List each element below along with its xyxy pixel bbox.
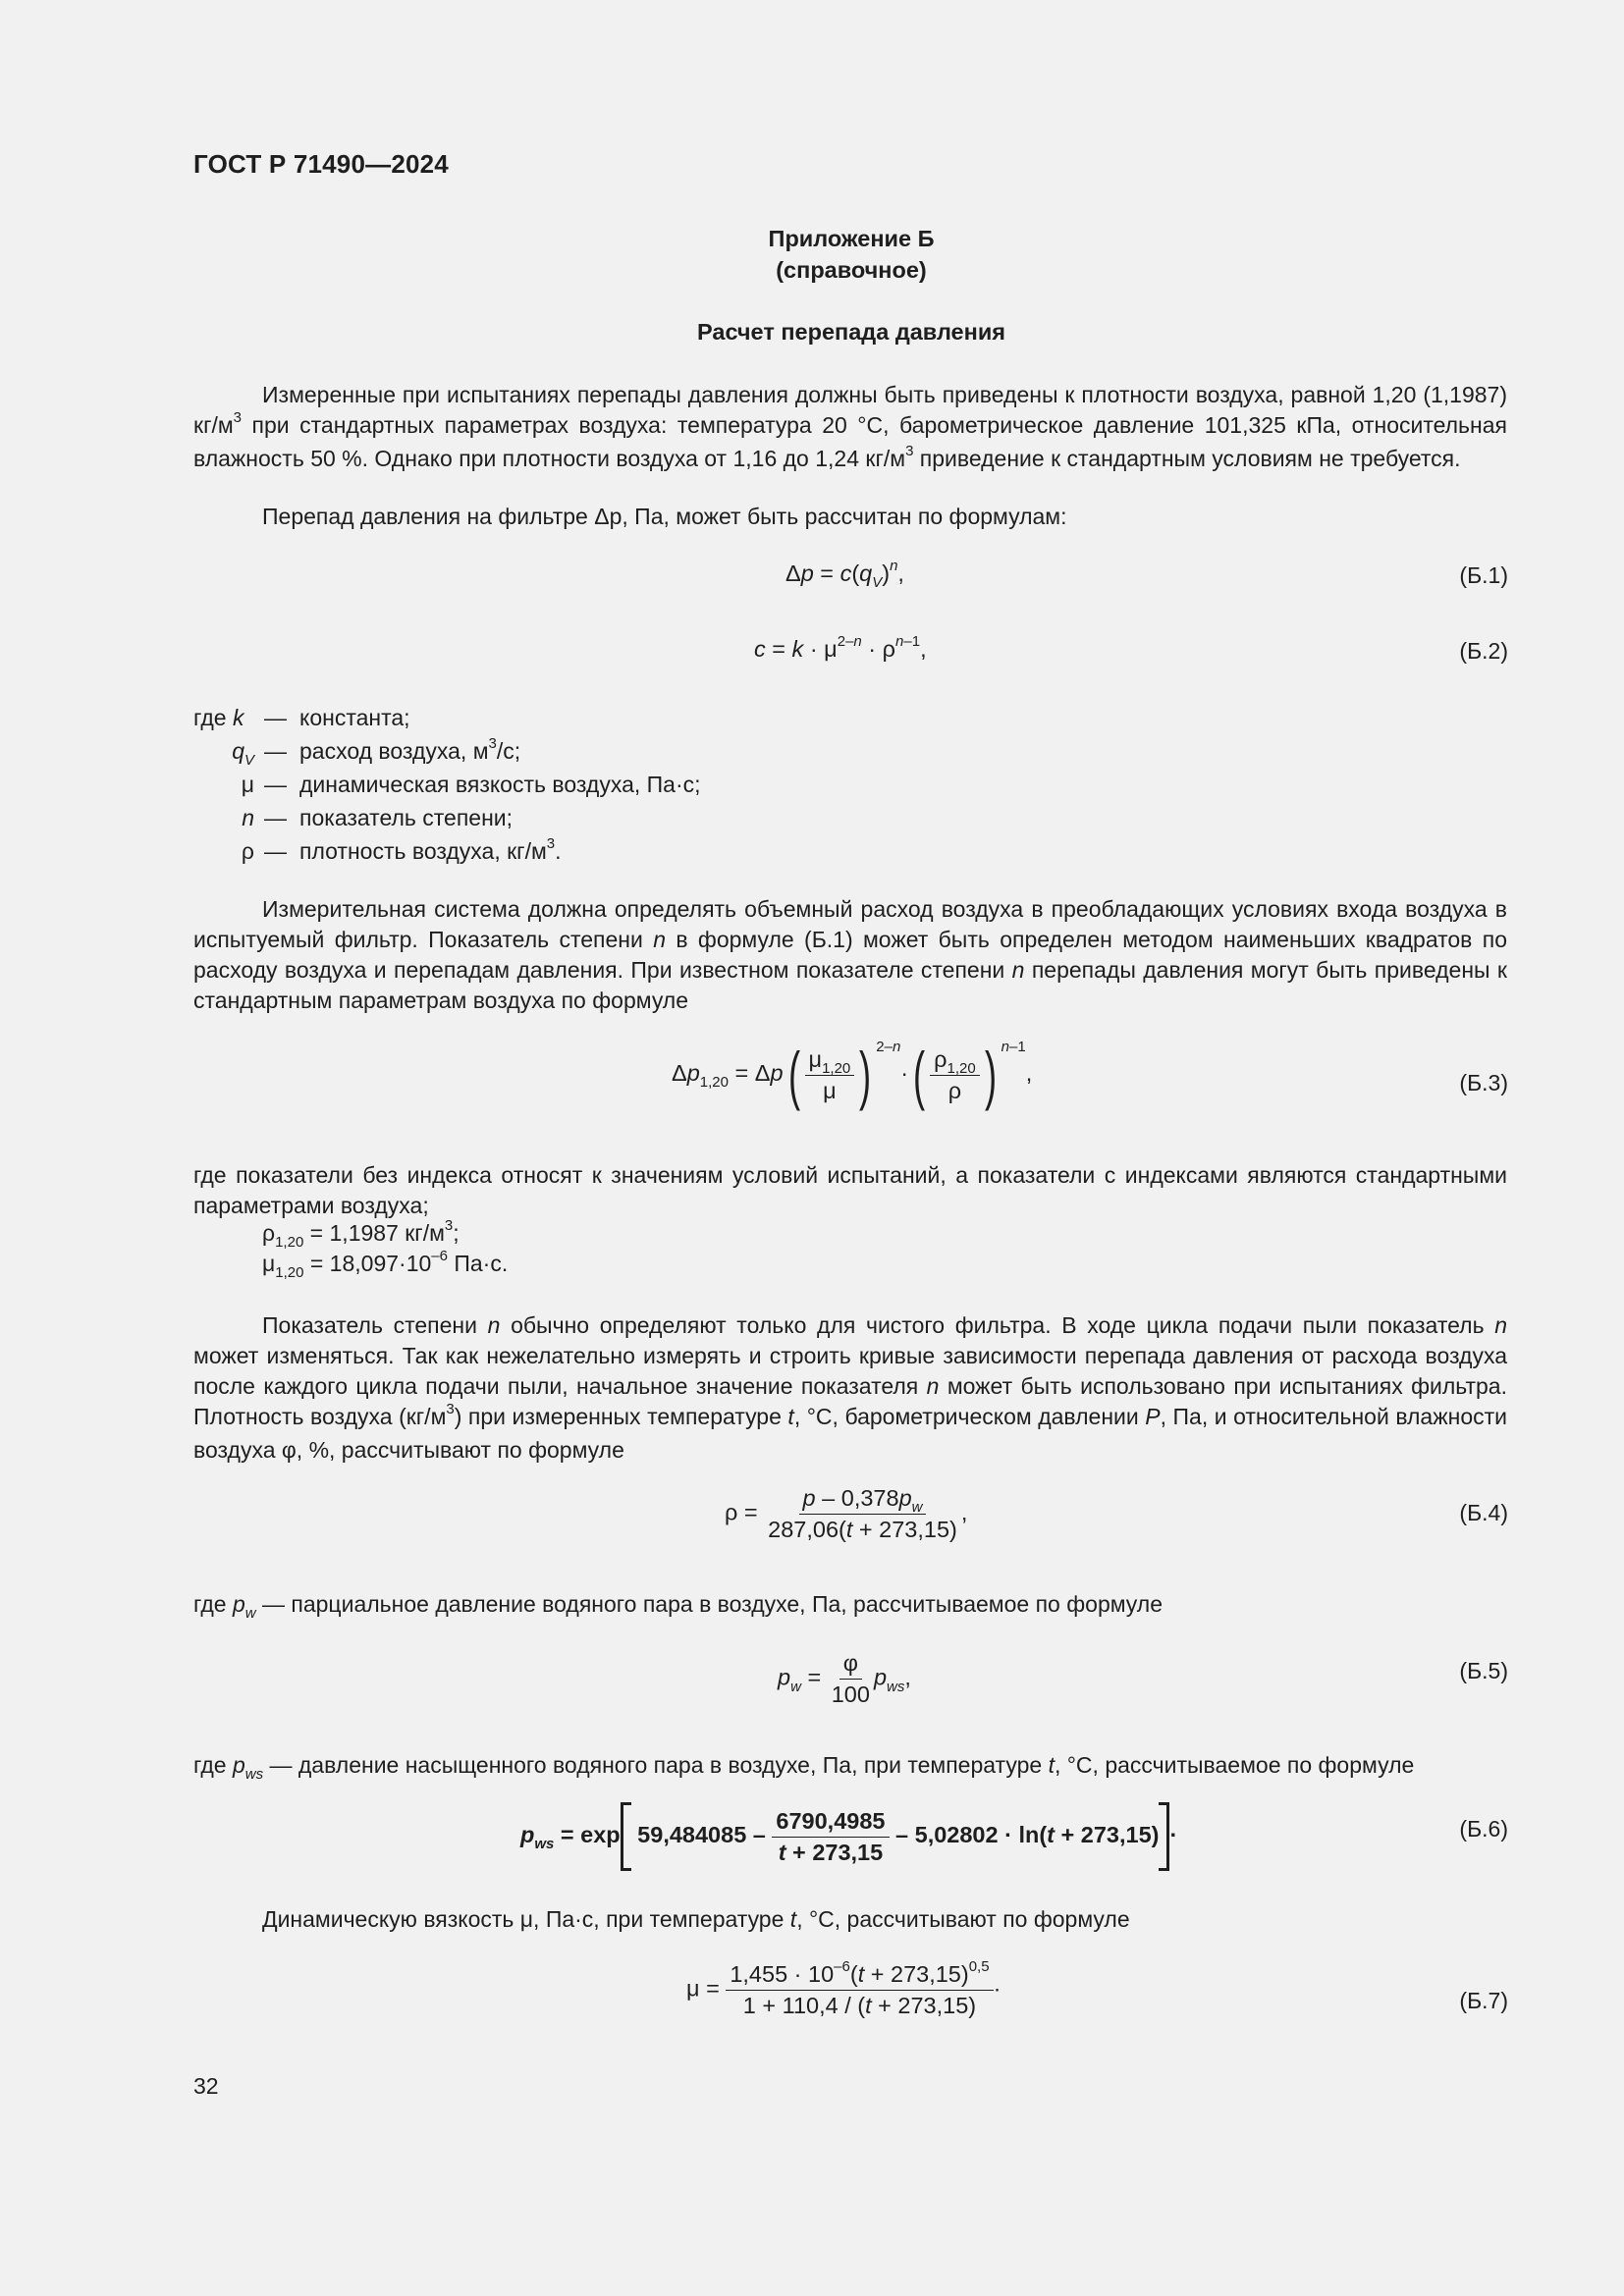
paragraph-standard-parameters: где показатели без индекса относят к значениям условий испытаний, а показатели с индексами являются стандартными параметрами воздуха; (193, 1162, 1507, 1218)
formula-b3-number: (Б.3) (1459, 1070, 1508, 1095)
formula-b2: $c = k \cdot \mu^{2-n} \cdot \rho^{n-1}$, (754, 633, 927, 662)
formula-b1-number: (Б.1) (1459, 562, 1508, 588)
formula-b6-number: (Б.6) (1459, 1816, 1508, 1842)
standard-viscosity-value: $\mu_{1,20} = 18,097\cdot 10^{-6}$ Па·с. (262, 1248, 509, 1281)
paragraph-viscosity: Динамическую вязкость μ, Па·с, при температуре t, °С, рассчитывают по формуле (262, 1906, 1130, 1932)
appendix-status: (справочное) (776, 257, 927, 283)
formula-b4: ρ = $\frac{p - 0,378p_w}{287,06(t + 273,15)}$ , (725, 1485, 968, 1542)
standard-density-value: $\rho_{1,20} = 1,1987$ $кг/м^3$; (262, 1217, 460, 1251)
section-title: Расчет перепада давления (697, 319, 1005, 345)
appendix-title: Приложение Б (768, 226, 935, 251)
paragraph-standard-density: Измеренные при испытаниях перепады давления должны быть приведены к плотности воздуха, равной 1,20 (1,1987) $кг/м^3$ при стандартных параметрах воздуха: температура 20 °С, барометрическое давление 101,325 кПа, относительная влажность 50 %. Однако при плотности воздуха от 1,16 до 1,24 $кг/м^3$ приведение к стандартным условиям не требуется. (193, 382, 1507, 471)
paragraph-saturation-pressure: где $p_{ws}$ — давление насыщенного водяного пара в воздухе, Па, при температуре t, °С, рассчитываемое по формуле (193, 1752, 1415, 1783)
page-number: 32 (193, 2073, 219, 2099)
paragraph-partial-pressure: где $p_w$ — парциальное давление водяного пара в воздухе, Па, рассчитываемое по формуле (193, 1591, 1164, 1622)
formula-b5-number: (Б.5) (1459, 1658, 1508, 1683)
formula-b7: μ = $\frac{1,455 \cdot 10^{-6}(t + 273,15)^{0,5}}{1 + 110,4 / (t + 273,15)}$ · (686, 1958, 1001, 2018)
paragraph-exponent: Показатель степени n обычно определяют только для чистого фильтра. В ходе цикла подачи пыли показатель n может изменяться. Так как нежелательно измерять и строить кривые зависимости перепада давления от расхода воздуха после каждого цикла подачи пыли, начальное значение показателя n может быть использовано при испытаниях фильтра. Плотность воздуха $(кг/м^3)$ при измеренных температуре t, °С, барометрическом давлении P, Па, и относительной влажности воздуха φ, %, рассчитывают по формуле (193, 1312, 1507, 1463)
formula-b2-number: (Б.2) (1459, 638, 1508, 664)
document-id: ГОСТ Р 71490—2024 (193, 149, 449, 179)
formula-b5: $p_w$ = $\frac{\varphi}{100}$ $p_{ws}$, (778, 1650, 911, 1707)
formula-b4-number: (Б.4) (1459, 1500, 1508, 1525)
paragraph-measurement-system: Измерительная система должна определять объемный расход воздуха в преобладающих условиях входа воздуха в испытуемый фильтр. Показатель степени n в формуле (Б.1) может быть определен методом наименьших квадратов по расходу воздуха и перепадам давления. При известном показателе степени n перепады давления могут быть приведены к стандартным параметрам воздуха по формуле (193, 896, 1507, 1013)
formula-b1: $\Delta p = c(q_V)^n$, (785, 558, 904, 591)
formula-b3: $\Delta p_{1,20} = \Delta p$( $\frac{\mu_{1,20}}{\mu}$ ) $^{2-n}$·( $\frac{\rho_{1,20}}{\rho}$ ) $^{n-1}$, (672, 1039, 1033, 1111)
formula-b6: $p_{ws} = \exp 59,484085$ – $\frac{6790,4985}{t + 273,15}$ – 5,02802 · ln(t + 273,15) · (520, 1802, 1177, 1871)
paragraph-pressure-drop-intro: Перепад давления на фильтре Δp, Па, может быть рассчитан по формулам: (262, 504, 1067, 529)
formula-b7-number: (Б.7) (1459, 1988, 1508, 2013)
